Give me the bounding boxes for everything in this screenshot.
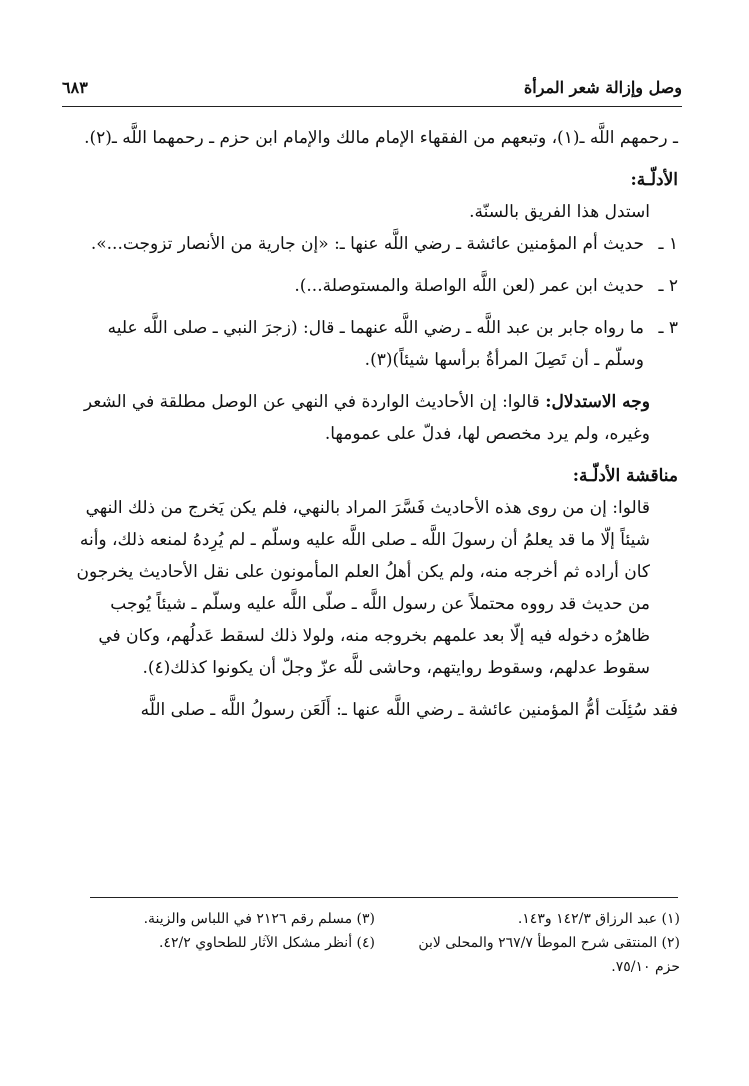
evidence-item-2 bbox=[66, 270, 678, 302]
inference-label: وجه الاستدلال: bbox=[545, 392, 650, 412]
main-text bbox=[66, 122, 678, 726]
footnote-1: (١) عبد الرزاق ١٤٢/٣ و١٤٣. bbox=[517, 911, 680, 927]
item-text: ما رواه جابر بن عبد اللَّه ـ رضي اللَّه عنهما ـ قال: (زجرَ النبي ـ صلى اللَّه عليه وسلّم ـ أن تَصِلَ المرأةُ برأسها شيئاً)(٣). bbox=[107, 318, 644, 370]
chapter-title: وصل وإزالة شعر المرأة bbox=[523, 78, 682, 97]
footnote-rule bbox=[90, 897, 678, 898]
footnote-2: (٢) المنتقى شرح الموطأ ٢٦٧/٧ والمحلى لابن حزم ٧٥/١٠. bbox=[418, 935, 680, 975]
discussion-paragraph: قالوا: إن من روى هذه الأحاديث فَسَّرَ المراد بالنهي، فلم يكن يَخرج من ذلك النهي شيئاً إلّا ما قد يعلمُ أن رسولَ اللَّه ـ صلى اللَّه عليه وسلّم ـ لم يُرِدهُ لمنعه ذلك، وأنه كان أراده ثم أخرجه منه، ولم يكن أهلُ العلم المأمونون على نقل الأحاديث يخرجون من حديث قد رووه محتملاً عن رسول اللَّه ـ صلّى اللَّه عليه وسلّم ـ شيئاً يُوجب ظاهرُه دخوله فيه إلّا بعد علمهم بخروجه منه، ولولا ذلك لسقط عَدلُهم، وكان في سقوط عدلهم، وسقوط روايتهم، وحاشى للَّه عزّ وجلّ أن يكونوا كذلك(٤). bbox=[76, 498, 650, 678]
running-header bbox=[62, 74, 682, 104]
inference-text: قالوا: إن الأحاديث الواردة في النهي عن الوصل مطلقة في الشعر وغيره، ولم يرد مخصص لها، فدلّ على عمومها. bbox=[83, 392, 650, 444]
page-number: ٦٨٣ bbox=[62, 78, 88, 97]
discussion-heading: مناقشة الأدلّـة: bbox=[572, 466, 678, 486]
evidence-item-1 bbox=[66, 228, 678, 260]
footnotes-right-column bbox=[395, 907, 680, 979]
item-text: حديث أم المؤمنين عائشة ـ رضي اللَّه عنها ـ: «إن جارية من الأنصار تزوجت...». bbox=[90, 234, 644, 254]
item-number: ١ ـ bbox=[658, 234, 678, 254]
opening-paragraph: ـ رحمهم اللَّه ـ(١)، وتبعهم من الفقهاء الإمام مالك والإمام ابن حزم ـ رحمهما اللَّه ـ(٢). bbox=[84, 128, 678, 148]
footnote-4: (٤) أنظر مشكل الآثار للطحاوي ٤٢/٢. bbox=[159, 935, 375, 951]
footnote-3: (٣) مسلم رقم ٢١٢٦ في اللباس والزينة. bbox=[143, 911, 375, 927]
evidence-intro: استدل هذا الفريق بالسنّة. bbox=[469, 202, 650, 222]
inference-paragraph bbox=[66, 386, 678, 450]
item-text: حديث ابن عمر (لعن اللَّه الواصلة والمستوصلة...). bbox=[294, 276, 644, 296]
evidence-heading: الأدلّـة: bbox=[630, 170, 678, 190]
closing-line: فقد سُئِلَت أمُّ المؤمنين عائشة ـ رضي اللَّه عنها ـ: أَلَعَن رسولُ اللَّه ـ صلى اللَّه bbox=[140, 700, 678, 720]
item-number: ٢ ـ bbox=[658, 276, 678, 296]
footnotes-left-column bbox=[90, 907, 375, 955]
header-rule bbox=[62, 106, 682, 107]
item-number: ٣ ـ bbox=[658, 318, 678, 338]
evidence-item-3 bbox=[66, 312, 678, 376]
